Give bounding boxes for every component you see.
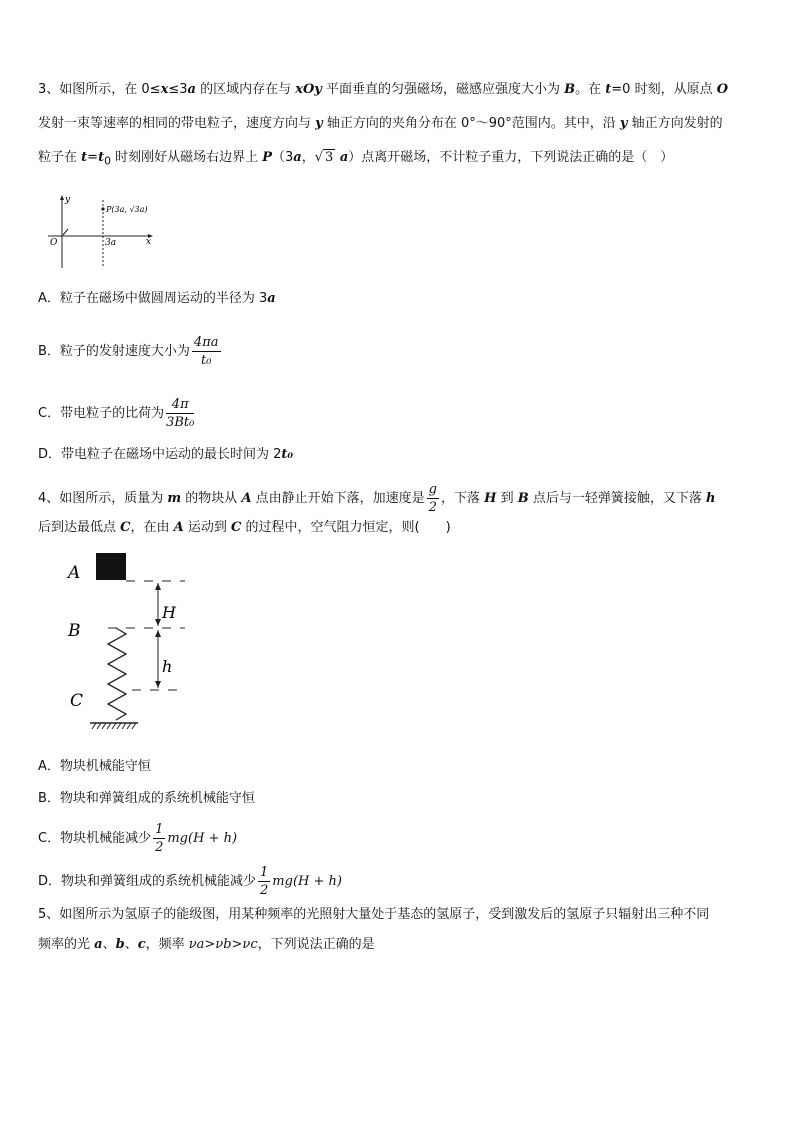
origin-label: O	[50, 238, 58, 248]
fraction-4pi-over-3bt0: $\frac{4\pi}{\text{3Bt₀}}$	[166, 397, 195, 430]
arrow-hh-head-top	[155, 630, 161, 637]
arrow-h-head-top	[155, 583, 161, 590]
fraction-g-over-2: $\frac{g}{2}$	[428, 482, 437, 515]
y-axis-arrow	[60, 195, 64, 200]
q4-option-b[interactable]: B．物块和弹簧组成的系统机械能守恒	[38, 791, 255, 806]
q5-stem-line-1: 5、如图所示为氢原子的能级图，用某种频率的光照射大量处于基态的氢原子，受到激发后的氢原子只辐射出三种不同	[38, 907, 710, 922]
q4-spring-figure	[60, 548, 200, 748]
label-c: C	[70, 691, 84, 711]
arrow-hh-head-bottom	[155, 681, 161, 688]
launch-arrow	[63, 229, 68, 235]
label-b: B	[68, 621, 81, 641]
sqrt-symbol: √ 3	[314, 150, 334, 165]
point-p-label: P(3a, √3a)	[106, 205, 148, 214]
q4-stem-line-2: 后到达最低点 C，在由 A 运动到 C 的过程中，空气阻力恒定，则( )	[38, 520, 451, 535]
ground-hatching	[92, 723, 136, 729]
fraction-4pia-over-t0: $\frac{4\pi a}{\text{t₀}}$	[193, 335, 219, 368]
q3-coordinate-figure	[44, 192, 164, 272]
q3-option-b[interactable]: B．粒子的发射速度大小为 $\frac{4\pi a}{\text{t₀}}$	[38, 335, 219, 368]
q3-option-d[interactable]: D．带电粒子在磁场中运动的最长时间为 2t₀	[38, 447, 294, 462]
q3-stem-line-3: 粒子在 $t=t_0$ 时刻刚好从磁场右边界上 P（3a，√ 3 a）点离开磁场，不计粒子重力，下列说法正确的是（ ）	[38, 150, 674, 168]
q3-option-c[interactable]: C．带电粒子的比荷为 $\frac{4\pi}{\text{3Bt₀}}$	[38, 397, 195, 430]
point-p-dot	[101, 207, 104, 210]
label-a: A	[68, 563, 81, 583]
q4-option-d[interactable]: D．物块和弹簧组成的系统机械能减少 $\frac{1}{2}$ mg(H + h)	[38, 865, 342, 898]
tick-3a-label: 3a	[105, 238, 117, 248]
label-h-upper: H	[162, 603, 176, 622]
q5-stem-line-2: 频率的光 a、b、c，频率 νa>νb>νc，下列说法正确的是	[38, 937, 375, 952]
label-h-lower: h	[162, 657, 173, 676]
arrow-h-head-bottom	[155, 619, 161, 626]
q3-stem-line-1: 3、如图所示，在 0≤x≤3a 的区域内存在与 xOy 平面垂直的匀强磁场，磁感应强度大小为 B。在 t=0 时刻，从原点 O	[38, 82, 729, 97]
spring	[108, 628, 126, 720]
q3-option-a[interactable]: A．粒子在磁场中做圆周运动的半径为 3a	[38, 291, 276, 306]
q4-option-c[interactable]: C．物块机械能减少 $\frac{1}{2}$ mg(H + h)	[38, 822, 238, 855]
x-axis-label: x	[146, 237, 152, 247]
block	[96, 553, 126, 580]
q4-option-a[interactable]: A．物块机械能守恒	[38, 759, 151, 774]
q3-stem-line-2: 发射一束等速率的相同的带电粒子，速度方向与 y 轴正方向的夹角分布在 0°～90°范围内。其中，沿 y 轴正方向发射的	[38, 116, 723, 131]
fraction-one-half: $\frac{1}{2}$	[155, 822, 164, 855]
fraction-one-half: $\frac{1}{2}$	[260, 865, 269, 898]
q4-stem-line-1: 4、如图所示，质量为 m 的物块从 A 点由静止开始下落，加速度是 $\frac{g}{2}$ ，下落 H 到 B 点后与一轻弹簧接触，又下落 h	[38, 482, 716, 515]
y-axis-label: y	[65, 195, 71, 205]
